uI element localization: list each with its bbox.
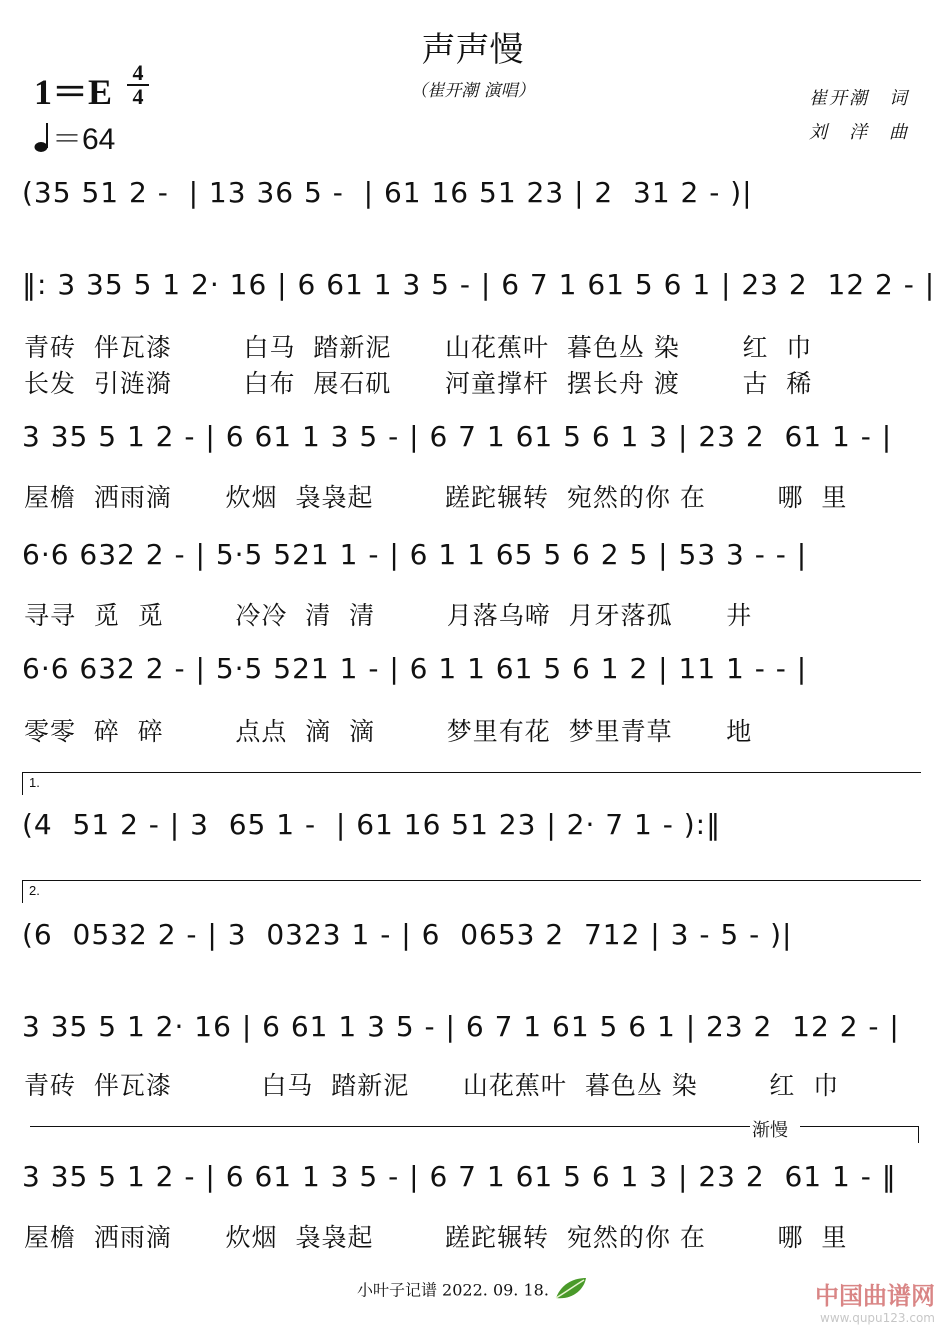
watermark-url: www.qupu123.com	[820, 1311, 935, 1325]
volta-bracket-1	[22, 772, 921, 795]
music-line-verse-2: 3 35 5 1 2 - | 6 61 1 3 5 - | 6 7 1 61 5 6 1 3 | 23 2 61 1 - |	[22, 420, 893, 453]
volta-label-2: 2.	[29, 883, 40, 898]
music-line-verse-1: ‖: 3 35 5 1 2· 16 | 6 61 1 3 5 - | 6 7 1 61 5 6 1 | 23 2 12 2 - |	[22, 268, 936, 301]
music-line-chorus-1: 6·6 632 2 - | 5·5 521 1 - | 6 1 1 65 5 6 2 5 | 53 3 - - |	[22, 538, 808, 571]
singer-credit: （崔开潮 演唱）	[410, 81, 535, 101]
footer-text: 小叶子记谱 2022. 09. 18.	[356, 1280, 549, 1300]
time-top: 4	[132, 60, 144, 85]
song-title: 声声慢	[421, 30, 524, 70]
time-signature	[127, 62, 149, 108]
music-line-intro: (35 51 2 - | 13 36 5 - | 61 16 51 23 | 2 31 2 - )|	[22, 176, 753, 209]
ritardando-label: 渐慢	[752, 1120, 788, 1141]
ritardando-line	[30, 1126, 750, 1127]
volta-bracket-2	[22, 880, 921, 903]
lyric-line-chorus-2: 零零 碎 碎 点点 滴 滴 梦里有花 梦里青草 地	[24, 717, 753, 746]
music-line-reprise-2: 3 35 5 1 2 - | 6 61 1 3 5 - | 6 7 1 61 5 6 1 3 | 23 2 61 1 - ‖	[22, 1160, 897, 1193]
lyric-line-reprise-1: 青砖 伴瓦漆 白马 踏新泥 山花蕉叶 暮色丛 染 红 巾	[24, 1071, 840, 1100]
ritardando-bracket	[800, 1126, 919, 1143]
volta-label-1: 1.	[29, 775, 40, 790]
music-line-chorus-2: 6·6 632 2 - | 5·5 521 1 - | 6 1 1 61 5 6 1 2 | 11 1 - - |	[22, 652, 808, 685]
lyric-line-verse-1b: 长发 引涟漪 白布 展石矶 河童撑杆 摆长舟 渡 古 稀	[24, 369, 813, 398]
key-signature: 1＝E	[34, 72, 113, 112]
lyric-line-verse-1a: 青砖 伴瓦漆 白马 踏新泥 山花蕉叶 暮色丛 染 红 巾	[24, 333, 813, 362]
tempo-marking	[34, 114, 115, 161]
lyricist-credit: 崔开潮 词	[809, 88, 909, 109]
lyric-line-verse-2: 屋檐 洒雨滴 炊烟 袅袅起 蹉跎辗转 宛然的你 在 哪 里	[24, 483, 848, 512]
lyric-line-chorus-1: 寻寻 觅 觅 冷冷 清 清 月落乌啼 月牙落孤 井	[24, 601, 753, 630]
music-line-ending-2: (6 0532 2 - | 3 0323 1 - | 6 0653 2 712 | 3 - 5 - )|	[22, 918, 793, 951]
site-watermark	[815, 1276, 935, 1325]
music-line-ending-1: (4 51 2 - | 3 65 1 - | 61 16 51 23 | 2· 7 1 - ):‖	[22, 808, 722, 841]
watermark-brand: 中国曲谱网	[815, 1282, 935, 1310]
transcriber-footer	[0, 1276, 945, 1306]
music-line-reprise-1: 3 35 5 1 2· 16 | 6 61 1 3 5 - | 6 7 1 61 5 6 1 | 23 2 12 2 - |	[22, 1010, 900, 1043]
composer-credit: 刘 洋 曲	[809, 122, 909, 143]
time-bottom: 4	[132, 84, 144, 109]
tempo-value: ＝64	[52, 123, 116, 156]
lyric-line-reprise-2: 屋檐 洒雨滴 炊烟 袅袅起 蹉跎辗转 宛然的你 在 哪 里	[24, 1223, 848, 1252]
leaf-icon	[554, 1276, 588, 1306]
quarter-note-icon	[34, 121, 52, 161]
